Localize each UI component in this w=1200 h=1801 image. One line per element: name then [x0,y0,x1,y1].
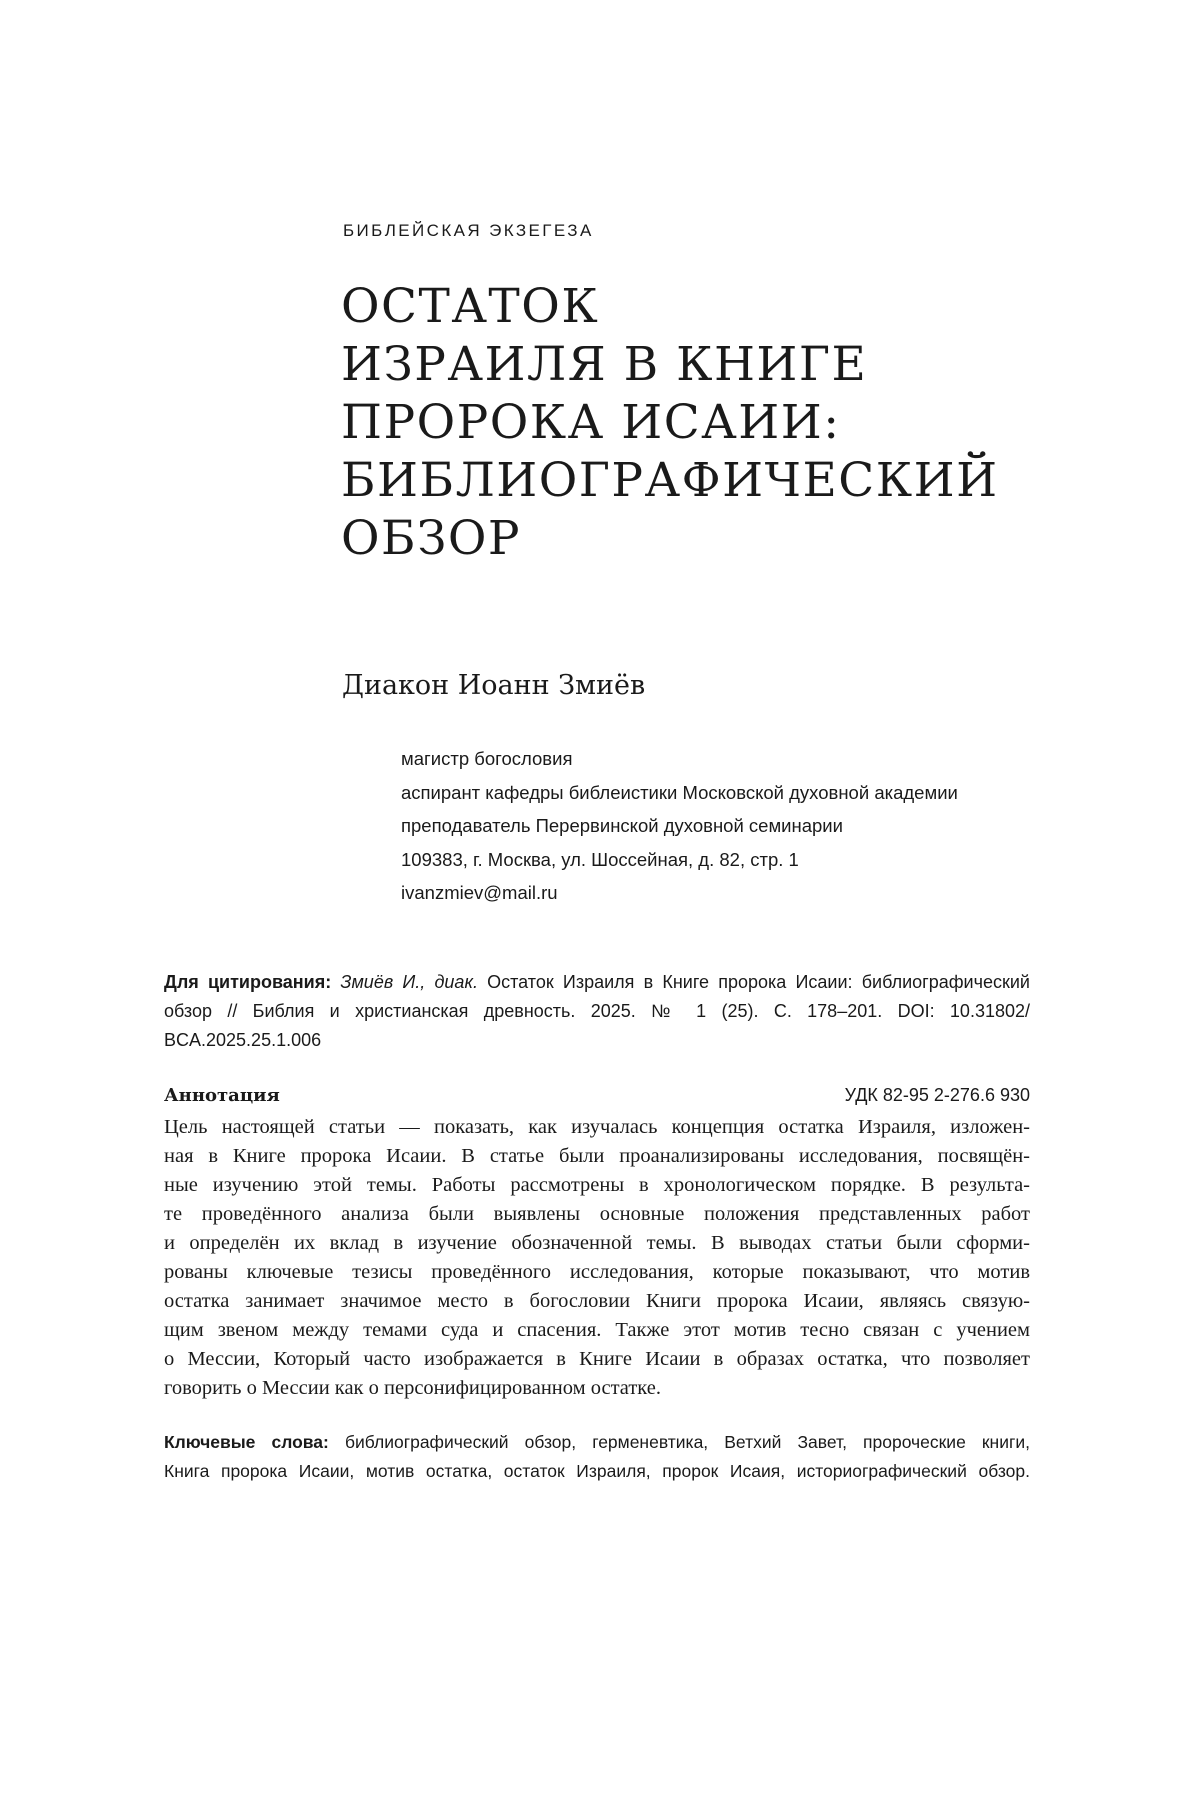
abstract-header [164,1085,1030,1111]
abstract-line: ные изучению этой темы. Работы рассмотрены в хронологическом порядке. В результа- [164,1174,1030,1196]
title-line: ПРОРОКА ИСАИИ: [341,395,841,450]
keywords-text: библиографический обзор, герменевтика, Ветхий Завет, пророческие книги, [344,1432,1030,1452]
citation-author: Змиёв И., диак. [340,972,478,992]
abstract-text [164,1113,1030,1403]
author-email: ivanzmiev@mail.ru [401,882,558,903]
affiliation-address: 109383, г. Москва, ул. Шоссейная, д. 82, стр. 1 [401,848,799,870]
affiliation-degree: магистр богословия [401,748,573,769]
author-affiliation [401,742,958,910]
citation-text: Остаток Израиля в Книге пророка Исаии: библиографический обзор // Библия и христианская древность. 2025. № 1 (25). С. 178–201. DOI: 10.31802/ BCA.2025.25.1.006 [164,972,1030,1050]
abstract-line: те проведённого анализа были выявлены основные положения представленных работ [164,1203,1030,1225]
article-title [341,278,1061,568]
abstract-line: и определён их вклад в изучение обозначенной темы. В выводах статьи были сформи- [164,1232,1030,1254]
keywords-line: Книга пророка Исаии, мотив остатка, остаток Израиля, пророк Исаия, историографический обзор. [164,1461,1030,1481]
abstract-line: остатка занимает значимое место в богословии Книги пророка Исаии, являясь связую- [164,1290,1030,1312]
title-line: ОСТАТОК [341,279,600,334]
abstract-line: ная в Книге пророка Исаии. В статье были проанализированы исследования, посвящён- [164,1145,1030,1167]
section-label: БИБЛЕЙСКАЯ ЭКЗЕГЕЗА [343,221,594,240]
abstract-line: говорить о Мессии как о персонифицированном остатке. [164,1377,661,1399]
title-line: ИЗРАИЛЯ В КНИГЕ [341,337,868,392]
abstract-line: Цель настоящей статьи — показать, как изучалась концепция остатка Израиля, изложен- [164,1116,1030,1138]
citation-block [164,968,1030,1055]
citation-label: Для цитирования: [164,972,332,992]
keywords-label: Ключевые слова: [164,1432,329,1452]
abstract-heading: Аннотация [164,1085,280,1106]
title-line: ОБЗОР [341,511,522,566]
keywords-block [164,1428,1030,1486]
abstract-line: рованы ключевые тезисы проведённого исследования, которые показывают, что мотив [164,1261,1030,1283]
udc-code: УДК 82-95 2-276.6 930 [844,1085,1030,1105]
affiliation-teaching: преподаватель Перервинской духовной семинарии [401,815,843,836]
author-name: Диакон Иоанн Змиёв [342,670,646,701]
affiliation-position: аспирант кафедры библеистики Московской духовной академии [401,781,958,803]
abstract-line: о Мессии, Который часто изображается в Книге Исаии в образах остатка, что позволяет [164,1348,1030,1370]
title-line: БИБЛИОГРАФИЧЕСКИЙ [341,453,999,508]
keywords-line [164,1428,1030,1457]
abstract-line: щим звеном между темами суда и спасения. Также этот мотив тесно связан с учением [164,1319,1030,1341]
